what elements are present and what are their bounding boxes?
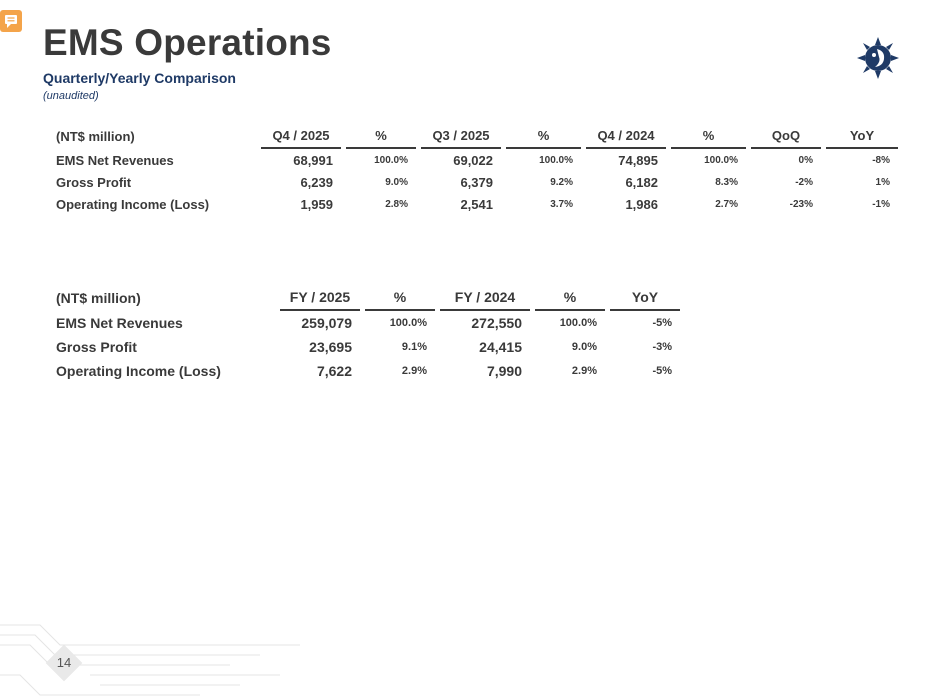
header-qoq: QoQ xyxy=(751,123,821,149)
yoy-cell: -5% xyxy=(652,365,672,377)
table-header-row xyxy=(50,285,680,311)
value-cell: 69,022 xyxy=(453,152,493,168)
table-row xyxy=(50,171,898,193)
percent-cell: 3.7% xyxy=(550,198,573,210)
header-yoy: YoY xyxy=(826,123,898,149)
value-cell: 7,622 xyxy=(316,363,352,379)
percent-cell: 100.0% xyxy=(539,154,573,166)
header-fy-2024: FY / 2024 xyxy=(440,285,530,311)
table-row xyxy=(50,193,898,215)
percent-cell: 2.9% xyxy=(571,365,597,377)
table-header-row xyxy=(50,123,898,149)
value-cell: 1,959 xyxy=(300,196,333,212)
header-unit: (NT$ million) xyxy=(56,290,141,306)
comment-icon[interactable] xyxy=(0,10,22,32)
slide-subtitle: Quarterly/Yearly Comparison xyxy=(43,70,236,86)
percent-cell: 100.0% xyxy=(389,317,427,329)
quarterly-comparison-table xyxy=(50,123,898,215)
value-cell: 259,079 xyxy=(301,315,352,331)
header-yoy: YoY xyxy=(610,285,680,311)
value-cell: 1,986 xyxy=(625,196,658,212)
value-cell: 6,379 xyxy=(460,174,493,190)
header-unit: (NT$ million) xyxy=(56,128,135,144)
percent-cell: 2.9% xyxy=(401,365,427,377)
value-cell: 24,415 xyxy=(479,339,522,355)
table-row xyxy=(50,359,680,383)
percent-cell: 9.2% xyxy=(550,176,573,188)
slide-title: EMS Operations xyxy=(43,22,332,63)
page-number: 14 xyxy=(56,655,72,670)
value-cell: 23,695 xyxy=(309,339,352,355)
qoq-cell: 0% xyxy=(798,154,813,166)
value-cell: 7,990 xyxy=(486,363,522,379)
header-pct: % xyxy=(346,123,416,149)
qoq-cell: -2% xyxy=(795,176,813,188)
yearly-comparison-table xyxy=(50,285,680,383)
row-label: EMS Net Revenues xyxy=(56,315,183,331)
yoy-cell: -3% xyxy=(652,341,672,353)
header-q4-2024: Q4 / 2024 xyxy=(586,123,666,149)
percent-cell: 9.0% xyxy=(385,176,408,188)
row-label: Gross Profit xyxy=(56,339,137,355)
percent-cell: 2.8% xyxy=(385,198,408,210)
header-pct: % xyxy=(506,123,581,149)
yoy-cell: -1% xyxy=(872,198,890,210)
table-row xyxy=(50,149,898,171)
row-label: Gross Profit xyxy=(56,174,132,190)
header-pct: % xyxy=(671,123,746,149)
yoy-cell: -5% xyxy=(652,317,672,329)
value-cell: 6,182 xyxy=(625,174,658,190)
header-q3-2025: Q3 / 2025 xyxy=(421,123,501,149)
row-label: EMS Net Revenues xyxy=(56,152,174,168)
header-fy-2025: FY / 2025 xyxy=(280,285,360,311)
table-row xyxy=(50,335,680,359)
row-label: Operating Income (Loss) xyxy=(56,363,221,379)
header-q4-2025: Q4 / 2025 xyxy=(261,123,341,149)
table-row xyxy=(50,311,680,335)
yoy-cell: 1% xyxy=(875,176,890,188)
company-logo-icon xyxy=(855,35,901,81)
percent-cell: 8.3% xyxy=(715,176,738,188)
value-cell: 6,239 xyxy=(300,174,333,190)
percent-cell: 2.7% xyxy=(715,198,738,210)
value-cell: 272,550 xyxy=(471,315,522,331)
unaudited-note: (unaudited) xyxy=(43,90,99,102)
percent-cell: 100.0% xyxy=(374,154,408,166)
value-cell: 2,541 xyxy=(460,196,493,212)
qoq-cell: -23% xyxy=(789,198,813,210)
header-pct: % xyxy=(535,285,605,311)
percent-cell: 100.0% xyxy=(559,317,597,329)
percent-cell: 9.1% xyxy=(401,341,427,353)
percent-cell: 9.0% xyxy=(571,341,597,353)
percent-cell: 100.0% xyxy=(704,154,738,166)
header-pct: % xyxy=(365,285,435,311)
yoy-cell: -8% xyxy=(872,154,890,166)
row-label: Operating Income (Loss) xyxy=(56,196,210,212)
value-cell: 68,991 xyxy=(293,152,333,168)
value-cell: 74,895 xyxy=(618,152,658,168)
